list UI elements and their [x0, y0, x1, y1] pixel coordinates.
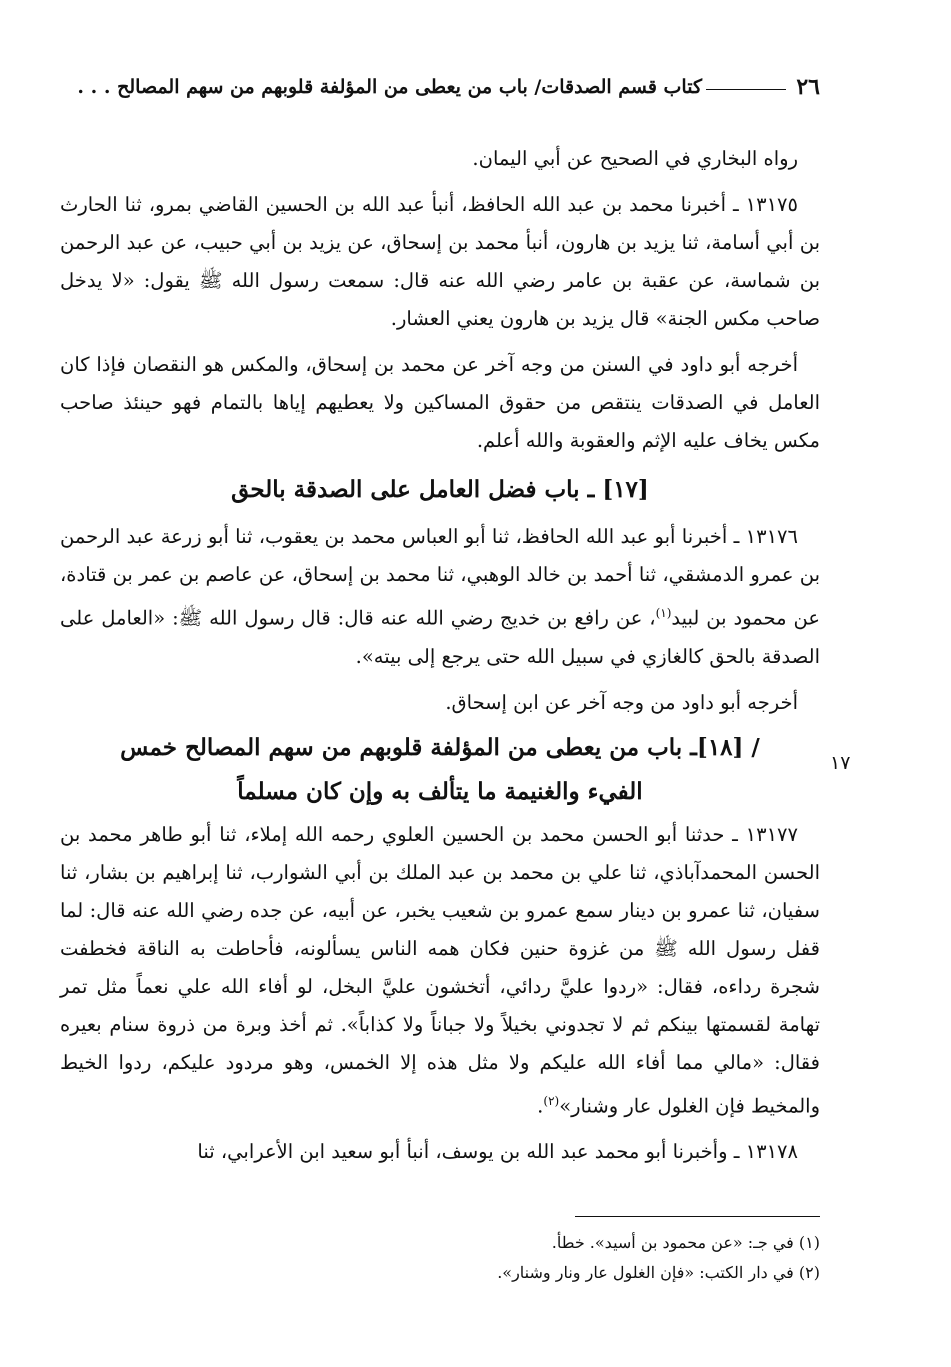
chapter-heading-17: [١٧] ـ باب فضل العامل على الصدقة بالحق — [231, 476, 649, 503]
hadith-13177-text-a: ١٣١٧٧ ـ حدثنا أبو الحسن محمد بن الحسين العلوي رحمه الله إملاء، ثنا أبو طاهر محمد بن الحسن المحمدآباذي، ثنا علي بن محمد بن عبد الملك بن أبي الشوارب، ثنا إبراهيم بن بشار، ثنا سفيان، ثنا عمرو بن دينار سمع عمرو بن شعيب يخبر، عن أبيه، عن جده رضي الله عنه قال: لما قفل رسول الله ﷺ من غزوة حنين فكان همه الناس يسألونه، فأحاطت به الناقة فخطفت شجرة رداءه، فقال: «ردوا عليَّ ردائي، أتخشون عليَّ البخل، لو أفاء الله علي نعماً مثل تمر تهامة لقسمتها بينكم ثم لا تجدوني بخيلاً ولا جباناً ولا كذاباً». ثم أخذ وبرة من ذروة سنام بعيره فقال: «مالي مما أفاء الله عليكم ولا مثل هذه إلا الخمس، وهو مردود عليكم، ردوا الخيط والمخيط فإن الغلول عار وشنار» — [60, 822, 820, 1117]
footnote-ref-2[interactable]: (٢) — [543, 1093, 560, 1108]
hadith-13177-text-b: . — [537, 1094, 544, 1117]
paragraph-bukhari-note: رواه البخاري في الصحيح عن أبي اليمان. — [472, 147, 798, 170]
footnote-separator — [575, 1216, 820, 1217]
hadith-13176-text-a: ١٣١٧٦ ـ أخبرنا أبو عبد الله الحافظ، ثنا أبو العباس محمد بن يعقوب، ثنا أبو زرعة عبد الرحمن بن عمرو الدمشقي، ثنا أحمد بن خالد الوهبي، ثنا محمد بن إسحاق، عن عاصم بن عمر بن قتادة، عن محمود بن لبيد — [60, 525, 820, 630]
hadith-13175: ١٣١٧٥ ـ أخبرنا محمد بن عبد الله الحافظ، أنبأ عبد الله بن الحسين القاضي بمرو، ثنا الحارث بن أبي أسامة، ثنا يزيد بن هارون، أنبأ محمد بن إسحاق، عن يزيد بن أبي حبيب، عن عبد الرحمن بن شماسة، عن عقبة بن عامر رضي الله عنه قال: سمعت رسول الله ﷺ يقول: «لا يدخل صاحب مكس الجنة» قال يزيد بن هارون يعني العشار. — [60, 193, 820, 330]
footnote-ref-1[interactable]: (١) — [655, 606, 672, 620]
main-text — [60, 140, 820, 1171]
chapter-heading-18-line1: / [١٨]ـ باب من يعطى من المؤلفة قلوبهم من سهم المصالح خمس — [120, 733, 760, 761]
footnote-1: (١) في جـ: «عن محمود بن أسيد». خطأ. — [551, 1233, 820, 1252]
hadith-13176 — [60, 518, 820, 676]
hadith-13176-text-b: ، عن رافع بن خديج رضي الله عنه قال: قال رسول الله ﷺ: «العامل على الصدقة بالحق كالغازي في سبيل الله حتى يرجع إلى بيته». — [60, 606, 820, 668]
chapter-heading-18-line2: الفيء والغنيمة ما يتألف به وإن كان مسلماً — [237, 777, 643, 805]
chapter-heading-18 — [60, 726, 820, 814]
commentary-ibn-ishaq: أخرجه أبو داود من وجه آخر عن ابن إسحاق. — [445, 690, 798, 714]
running-header — [60, 74, 820, 108]
commentary-abu-dawud: أخرجه أبو داود في السنن من وجه آخر عن محمد بن إسحاق، والمكس هو النقصان فإذا كان العامل في الصدقات ينتقص من حقوق المساكين ولا يعطيهم إياها بالتمام فهو حينئذ صاحب مكس يخاف عليه الإثم والعقوبة والله أعلم. — [60, 353, 820, 452]
hadith-13177 — [60, 816, 820, 1126]
header-rule — [706, 89, 786, 90]
page-number: ٢٦ — [796, 74, 820, 100]
margin-page-marker: ١٧ — [830, 752, 851, 774]
hadith-13178: ١٣١٧٨ ـ وأخبرنا أبو محمد عبد الله بن يوسف، أنبأ أبو سعيد ابن الأعرابي، ثنا — [197, 1140, 798, 1163]
footnote-2: (٢) في دار الكتب: «فإن الغلول عار ونار وشنار». — [497, 1263, 820, 1282]
footnotes — [60, 1228, 820, 1288]
running-title: كتاب قسم الصدقات/ باب من يعطى من المؤلفة قلوبهم من سهم المصالح . . . — [77, 76, 702, 98]
